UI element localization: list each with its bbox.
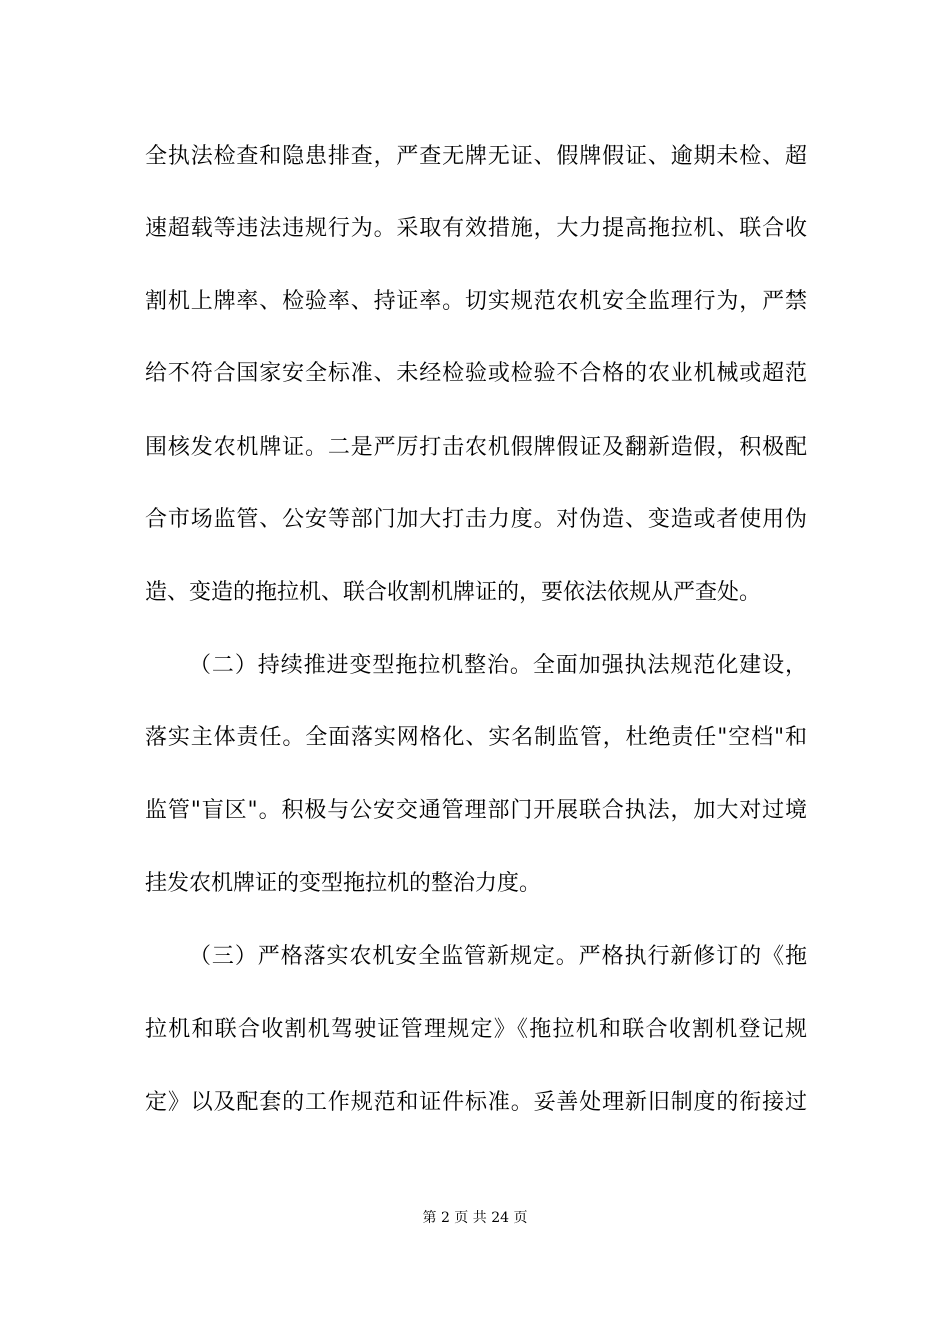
paragraph-line: （二）持续推进变型拖拉机整治。全面加强执法规范化建设， — [189, 653, 807, 678]
paragraph-line: 全执法检查和隐患排查，严查无牌无证、假牌假证、逾期未检、超 — [145, 144, 807, 169]
paragraph-line: 造、变造的拖拉机、联合收割机牌证的，要依法依规从严查处。 — [145, 580, 762, 605]
paragraph-line: 围核发农机牌证。二是严厉打击农机假牌假证及翻新造假，积极配 — [145, 435, 807, 460]
paragraph-line: 拉机和联合收割机驾驶证管理规定》《拖拉机和联合收割机登记规 — [145, 1017, 807, 1042]
page-number-footer: 第 2 页 共 24 页 — [422, 1210, 528, 1226]
paragraph-line: 落实主体责任。全面落实网格化、实名制监管，杜绝责任"空档"和 — [145, 725, 807, 750]
paragraph-line: 定》以及配套的工作规范和证件标准。妥善处理新旧制度的衔接过 — [145, 1090, 807, 1115]
paragraph-line: 速超载等违法违规行为。采取有效措施，大力提高拖拉机、联合收 — [145, 216, 807, 241]
paragraph-line: 监管"盲区"。积极与公安交通管理部门开展联合执法，加大对过境 — [145, 798, 807, 823]
paragraph-line: 挂发农机牌证的变型拖拉机的整治力度。 — [145, 871, 542, 896]
paragraph-line: 割机上牌率、检验率、持证率。切实规范农机安全监理行为，严禁 — [145, 289, 807, 314]
paragraph-line: （三）严格落实农机安全监管新规定。严格执行新修订的《拖 — [189, 944, 807, 969]
paragraph-line: 合市场监管、公安等部门加大打击力度。对伪造、变造或者使用伪 — [145, 507, 807, 532]
paragraph-line: 给不符合国家安全标准、未经检验或检验不合格的农业机械或超范 — [145, 361, 807, 386]
